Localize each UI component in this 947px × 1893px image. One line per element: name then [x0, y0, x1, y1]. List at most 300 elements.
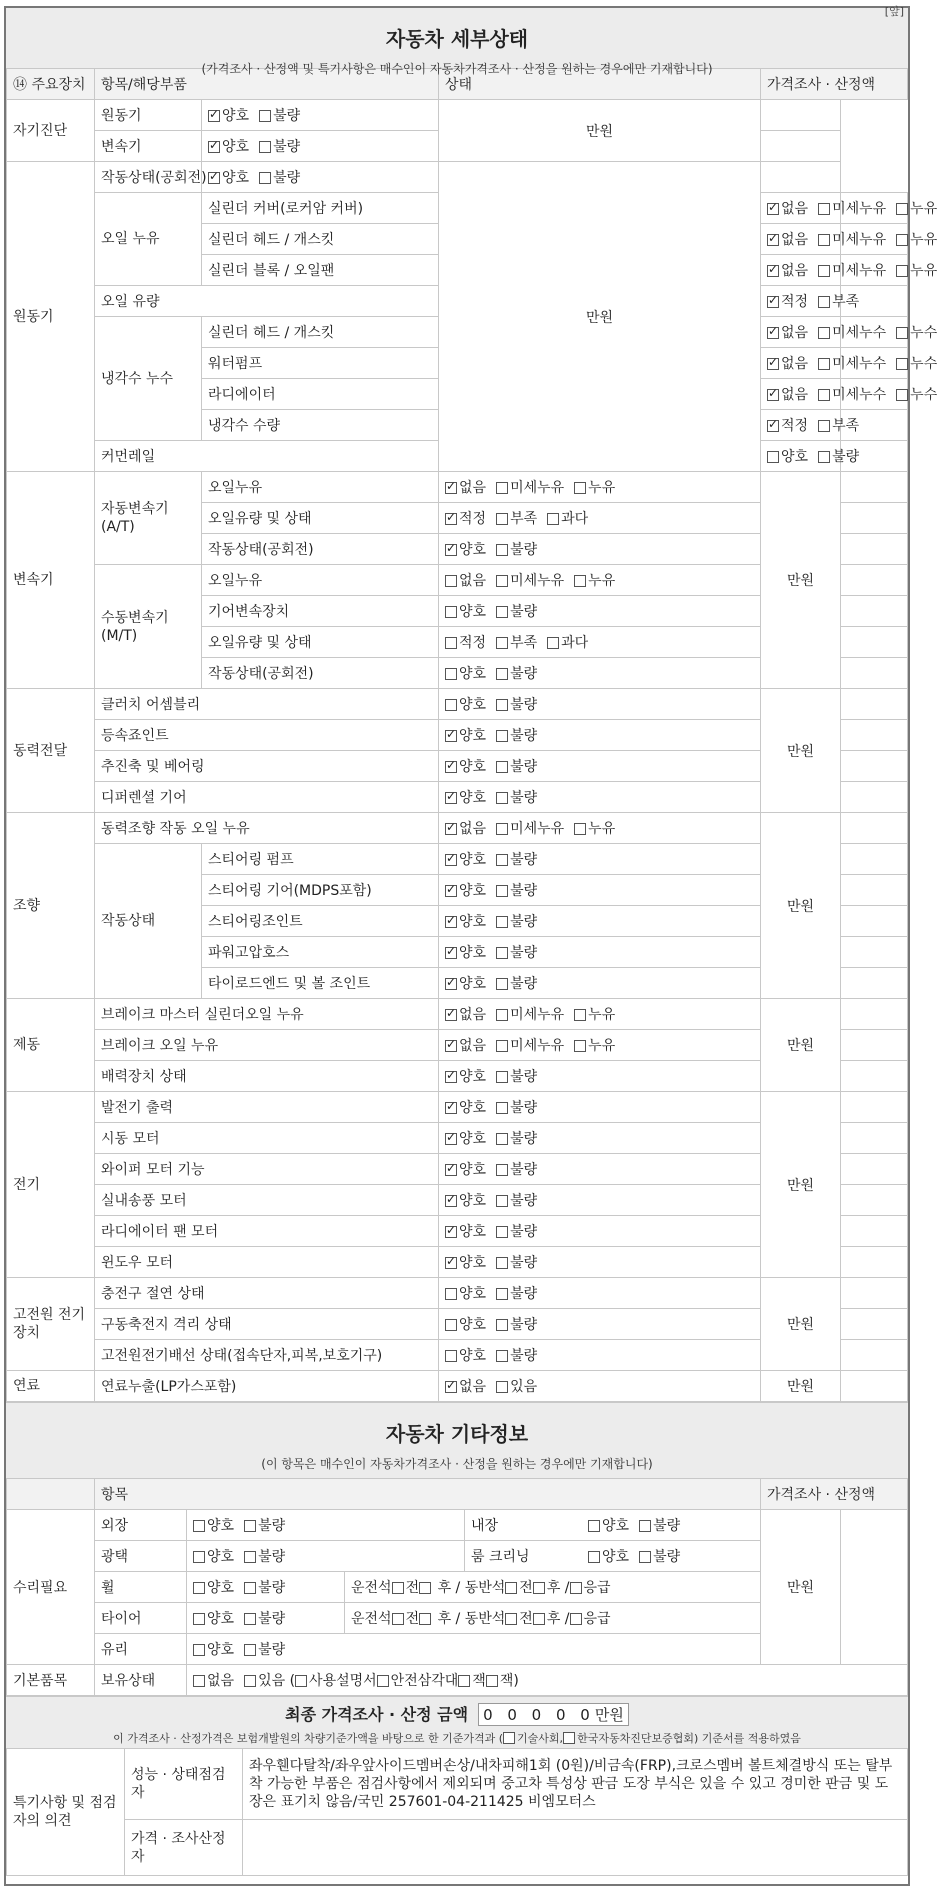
item-label: 파워고압호스 — [202, 937, 439, 968]
status-checkbox[interactable] — [818, 296, 830, 308]
item-label: 브레이크 오일 누유 — [95, 1030, 439, 1061]
tire-pass-rear-checkbox[interactable] — [533, 1613, 545, 1625]
room-good-checkbox[interactable] — [588, 1551, 600, 1563]
price-input-cell[interactable] — [841, 1030, 908, 1061]
status-options — [439, 1154, 761, 1185]
status-checkbox[interactable] — [445, 978, 457, 990]
status-checkbox[interactable] — [208, 110, 220, 122]
status-options — [439, 844, 761, 875]
interior-label: 내장 — [471, 1518, 499, 1534]
status-checkbox[interactable] — [445, 792, 457, 804]
status-checkbox[interactable] — [445, 1319, 457, 1331]
status-checkbox[interactable] — [496, 1319, 508, 1331]
status-options — [439, 1123, 761, 1154]
wheel-bad-checkbox[interactable] — [244, 1582, 256, 1594]
wheel-driver-front-checkbox[interactable] — [392, 1582, 404, 1594]
status-checkbox[interactable] — [496, 885, 508, 897]
status-checkbox[interactable] — [496, 668, 508, 680]
status-options — [439, 1247, 761, 1278]
status-checkbox[interactable] — [496, 1009, 508, 1021]
manual-checkbox[interactable] — [295, 1675, 307, 1687]
status-checkbox[interactable] — [445, 699, 457, 711]
status-option-label: 불량 — [510, 666, 538, 682]
detail-subtitle: (가격조사 · 산정액 및 특기사항은 매수인이 자동차가격조사 · 산정을 원하는 경우에만 기재합니다) — [201, 62, 713, 76]
status-options — [761, 441, 860, 472]
status-option-label: 없음 — [459, 1379, 487, 1395]
detail-row — [7, 100, 908, 131]
status-option-label: 없음 — [781, 356, 809, 372]
status-checkbox[interactable] — [496, 947, 508, 959]
status-checkbox[interactable] — [445, 1226, 457, 1238]
device-section-label: 제동 — [7, 999, 95, 1092]
status-options — [439, 906, 761, 937]
status-checkbox[interactable] — [496, 1040, 508, 1052]
status-options — [439, 627, 761, 658]
status-option-label: 누유 — [588, 1038, 616, 1054]
exterior-bad-checkbox[interactable] — [244, 1520, 256, 1532]
price-unit: 만원 — [761, 1278, 841, 1371]
status-option-label: 있음 — [510, 1379, 538, 1395]
price-input-cell[interactable] — [841, 658, 908, 689]
status-option-label: 양호 — [459, 728, 487, 744]
status-checkbox[interactable] — [896, 265, 908, 277]
price-input-cell[interactable] — [841, 1278, 908, 1309]
status-checkbox[interactable] — [767, 451, 779, 463]
status-checkbox[interactable] — [445, 854, 457, 866]
status-checkbox[interactable] — [445, 730, 457, 742]
tire-bad-checkbox[interactable] — [244, 1613, 256, 1625]
price-input-cell[interactable] — [841, 1216, 908, 1247]
status-option-label: 누유 — [910, 263, 938, 279]
status-checkbox[interactable] — [767, 296, 779, 308]
status-checkbox[interactable] — [496, 575, 508, 587]
status-checkbox[interactable] — [496, 1288, 508, 1300]
status-option-label: 부족 — [832, 294, 860, 310]
status-option-label: 없음 — [459, 821, 487, 837]
status-option-label: 불량 — [510, 1131, 538, 1147]
header-status: 상태 — [439, 69, 761, 100]
device-section-label: 전기 — [7, 1092, 95, 1278]
status-checkbox[interactable] — [496, 699, 508, 711]
status-checkbox[interactable] — [896, 389, 908, 401]
device-section-label: 연료 — [7, 1371, 95, 1402]
status-checkbox[interactable] — [445, 947, 457, 959]
status-options — [439, 813, 761, 844]
status-checkbox[interactable] — [445, 606, 457, 618]
status-option-label: 양호 — [222, 170, 250, 186]
polish-good-checkbox[interactable] — [193, 1551, 205, 1563]
status-checkbox[interactable] — [496, 544, 508, 556]
status-checkbox[interactable] — [445, 637, 457, 649]
wheel-pass-rear-checkbox[interactable] — [533, 1582, 545, 1594]
status-checkbox[interactable] — [496, 513, 508, 525]
detail-row — [7, 1278, 908, 1309]
status-checkbox[interactable] — [208, 141, 220, 153]
perf-inspector-label: 성능 · 상태점검자 — [125, 1749, 243, 1820]
item-label: 배력장치 상태 — [95, 1061, 439, 1092]
status-checkbox[interactable] — [496, 1133, 508, 1145]
status-options — [761, 255, 938, 286]
possession-have-checkbox[interactable] — [244, 1675, 256, 1687]
status-checkbox[interactable] — [208, 172, 220, 184]
status-option-label: 미세누수 — [832, 325, 887, 341]
item-label: 작동상태(공회전) — [202, 658, 439, 689]
possession-options: 없음 있음 ( 사용설명서 안전삼각대 잭 잭) — [187, 1665, 908, 1696]
device-section-label: 고전원 전기장치 — [7, 1278, 95, 1371]
status-option-label: 불량 — [510, 728, 538, 744]
price-input-cell[interactable] — [841, 1185, 908, 1216]
status-checkbox[interactable] — [496, 854, 508, 866]
price-input-cell[interactable] — [841, 1123, 908, 1154]
repair-price-input[interactable] — [841, 1510, 908, 1665]
price-input-cell[interactable] — [841, 1371, 908, 1402]
repair-label: 수리필요 — [7, 1510, 95, 1665]
status-checkbox[interactable] — [445, 1350, 457, 1362]
item-label: 디퍼렌셜 기어 — [95, 782, 439, 813]
status-checkbox[interactable] — [445, 1195, 457, 1207]
status-option-label: 불량 — [510, 976, 538, 992]
status-checkbox[interactable] — [445, 575, 457, 587]
status-checkbox[interactable] — [496, 1226, 508, 1238]
status-checkbox[interactable] — [496, 792, 508, 804]
price-unit: 만원 — [761, 1092, 841, 1278]
status-checkbox[interactable] — [496, 916, 508, 928]
status-checkbox[interactable] — [818, 358, 830, 370]
price-input-cell[interactable] — [841, 999, 908, 1030]
jack-checkbox-b[interactable] — [486, 1675, 498, 1687]
room-cleaning-label: 룸 크리닝 — [471, 1549, 530, 1565]
item-label: 커먼레일 — [95, 441, 439, 472]
status-option-label: 불량 — [510, 852, 538, 868]
remarks-table — [6, 1748, 908, 1876]
status-options — [439, 1030, 761, 1061]
glass-bad-checkbox[interactable] — [244, 1644, 256, 1656]
status-options — [439, 689, 761, 720]
row-basic — [7, 1665, 908, 1696]
status-checkbox[interactable] — [445, 513, 457, 525]
item-label: 스티어링 기어(MDPS포함) — [202, 875, 439, 906]
status-checkbox[interactable] — [547, 637, 559, 649]
item-label: 타이로드엔드 및 볼 조인트 — [202, 968, 439, 999]
tire-good-checkbox[interactable] — [193, 1613, 205, 1625]
status-checkbox[interactable] — [259, 172, 271, 184]
other-table — [6, 1478, 908, 1696]
other-title: 자동차 기타정보 — [385, 1422, 529, 1446]
price-unit: 만원 — [761, 813, 841, 999]
item-label: 변속기 — [95, 131, 202, 162]
tech-assoc-checkbox[interactable] — [503, 1732, 515, 1744]
status-checkbox[interactable] — [896, 203, 908, 215]
price-inspector-label: 가격 · 조사산정자 — [125, 1820, 243, 1876]
status-checkbox[interactable] — [445, 823, 457, 835]
status-option-label: 미세누유 — [510, 480, 565, 496]
item-label: 작동상태(공회전) — [95, 162, 202, 193]
status-option-label: 과다 — [561, 511, 589, 527]
price-input-cell[interactable] — [841, 875, 908, 906]
item-label: 오일 유량 — [95, 286, 439, 317]
price-input-cell[interactable] — [761, 162, 841, 193]
status-checkbox[interactable] — [496, 482, 508, 494]
price-input-cell[interactable] — [841, 565, 908, 596]
status-checkbox[interactable] — [496, 1164, 508, 1176]
wheel-pass-front-checkbox[interactable] — [505, 1582, 517, 1594]
status-option-label: 양호 — [459, 1069, 487, 1085]
status-option-label: 적정 — [459, 635, 487, 651]
status-option-label: 불량 — [510, 1286, 538, 1302]
status-checkbox[interactable] — [445, 482, 457, 494]
item-label: 브레이크 마스터 실린더오일 누유 — [95, 999, 439, 1030]
status-options — [761, 317, 938, 348]
status-checkbox[interactable] — [574, 1040, 586, 1052]
status-options — [439, 1216, 761, 1247]
status-options — [439, 1340, 761, 1371]
status-checkbox[interactable] — [496, 1381, 508, 1393]
possession-label: 보유상태 — [95, 1665, 187, 1696]
status-checkbox[interactable] — [496, 1350, 508, 1362]
price-input-cell[interactable] — [841, 782, 908, 813]
status-checkbox[interactable] — [818, 420, 830, 432]
price-input-cell[interactable] — [841, 1154, 908, 1185]
status-option-label: 불량 — [273, 139, 301, 155]
price-input-cell[interactable] — [841, 813, 908, 844]
status-checkbox[interactable] — [496, 637, 508, 649]
status-checkbox[interactable] — [767, 358, 779, 370]
price-input-cell[interactable] — [761, 100, 841, 131]
status-checkbox[interactable] — [496, 823, 508, 835]
price-input-cell[interactable] — [841, 844, 908, 875]
status-checkbox[interactable] — [896, 327, 908, 339]
interior-bad-checkbox[interactable] — [639, 1520, 651, 1532]
item-label: 와이퍼 모터 기능 — [95, 1154, 439, 1185]
price-input-cell[interactable] — [841, 1309, 908, 1340]
status-option-label: 불량 — [510, 1348, 538, 1364]
status-options — [439, 1278, 761, 1309]
status-options — [761, 379, 938, 410]
status-options — [439, 782, 761, 813]
item-label: 클러치 어셈블리 — [95, 689, 439, 720]
status-option-label: 양호 — [459, 976, 487, 992]
status-checkbox[interactable] — [767, 203, 779, 215]
price-input-cell[interactable] — [841, 720, 908, 751]
tire-driver-rear-checkbox[interactable] — [419, 1613, 431, 1625]
status-checkbox[interactable] — [445, 1040, 457, 1052]
status-checkbox[interactable] — [496, 1102, 508, 1114]
price-unit: 만원 — [761, 999, 841, 1092]
price-input-cell[interactable] — [841, 1247, 908, 1278]
status-checkbox[interactable] — [767, 420, 779, 432]
status-options — [761, 286, 860, 317]
status-checkbox[interactable] — [445, 1009, 457, 1021]
price-input-cell[interactable] — [841, 751, 908, 782]
status-checkbox[interactable] — [445, 761, 457, 773]
status-option-label: 미세누유 — [832, 232, 887, 248]
exterior-good-checkbox[interactable] — [193, 1520, 205, 1532]
price-input-cell[interactable] — [841, 472, 908, 503]
status-option-label: 없음 — [781, 263, 809, 279]
status-options — [439, 720, 761, 751]
status-option-label: 불량 — [510, 604, 538, 620]
tire-label: 타이어 — [95, 1603, 187, 1634]
room-bad-checkbox[interactable] — [639, 1551, 651, 1563]
final-amount-input[interactable]: 0 0 0 0 0만원 — [478, 1703, 629, 1726]
price-input-cell[interactable] — [841, 1340, 908, 1371]
status-option-label: 양호 — [459, 1224, 487, 1240]
status-checkbox[interactable] — [445, 1257, 457, 1269]
status-checkbox[interactable] — [445, 668, 457, 680]
status-checkbox[interactable] — [445, 1071, 457, 1083]
price-input-cell[interactable] — [841, 906, 908, 937]
status-option-label: 미세누수 — [832, 356, 887, 372]
possession-none-checkbox[interactable] — [193, 1675, 205, 1687]
status-option-label: 미세누유 — [832, 263, 887, 279]
status-checkbox[interactable] — [574, 482, 586, 494]
status-checkbox[interactable] — [896, 234, 908, 246]
status-option-label: 적정 — [781, 418, 809, 434]
price-input-cell[interactable] — [841, 534, 908, 565]
status-option-label: 불량 — [510, 1100, 538, 1116]
status-checkbox[interactable] — [767, 234, 779, 246]
other-section-header — [6, 1402, 908, 1478]
jack-checkbox-a[interactable] — [458, 1675, 470, 1687]
status-checkbox[interactable] — [445, 885, 457, 897]
item-label: 워터펌프 — [202, 348, 439, 379]
status-option-label: 양호 — [459, 1286, 487, 1302]
price-input-cell[interactable] — [841, 596, 908, 627]
status-checkbox[interactable] — [818, 265, 830, 277]
status-checkbox[interactable] — [445, 1288, 457, 1300]
item-label: 실린더 블록 / 오일팬 — [202, 255, 439, 286]
status-checkbox[interactable] — [818, 234, 830, 246]
item-label: 라디에이터 — [202, 379, 439, 410]
status-option-label: 없음 — [781, 325, 809, 341]
status-checkbox[interactable] — [767, 327, 779, 339]
price-input-cell[interactable] — [761, 131, 841, 162]
status-option-label: 누수 — [910, 325, 938, 341]
tire-emergency-checkbox[interactable] — [570, 1613, 582, 1625]
price-input-cell[interactable] — [841, 937, 908, 968]
status-options — [202, 162, 439, 193]
status-option-label: 불량 — [510, 697, 538, 713]
price-unit: 만원 — [439, 162, 761, 472]
status-checkbox[interactable] — [767, 265, 779, 277]
status-option-label: 불량 — [510, 914, 538, 930]
price-input-cell[interactable] — [841, 968, 908, 999]
status-checkbox[interactable] — [496, 606, 508, 618]
status-option-label: 적정 — [781, 294, 809, 310]
wheel-good-checkbox[interactable] — [193, 1582, 205, 1594]
status-options — [439, 1185, 761, 1216]
item-label: 윈도우 모터 — [95, 1247, 439, 1278]
price-input-cell[interactable] — [841, 1061, 908, 1092]
status-checkbox[interactable] — [496, 1071, 508, 1083]
status-options — [439, 1092, 761, 1123]
wheel-positions: 운전석 전 후 / 동반석 전 후 / 응급 — [345, 1572, 761, 1603]
status-options — [761, 193, 938, 224]
status-checkbox[interactable] — [496, 761, 508, 773]
status-option-label: 양호 — [459, 542, 487, 558]
device-section-label: 동력전달 — [7, 689, 95, 813]
other-header-blank — [7, 1479, 95, 1510]
item-label: 시동 모터 — [95, 1123, 439, 1154]
status-option-label: 불량 — [273, 108, 301, 124]
status-checkbox[interactable] — [496, 1195, 508, 1207]
wheel-emergency-checkbox[interactable] — [570, 1582, 582, 1594]
status-checkbox[interactable] — [259, 141, 271, 153]
status-checkbox[interactable] — [818, 389, 830, 401]
status-checkbox[interactable] — [818, 203, 830, 215]
price-input-cell[interactable] — [841, 503, 908, 534]
exterior-options: 양호 불량 — [187, 1510, 465, 1541]
header-price: 가격조사 · 산정액 — [761, 69, 908, 100]
status-option-label: 불량 — [510, 883, 538, 899]
detail-header-row — [7, 69, 908, 100]
status-option-label: 미세누수 — [832, 387, 887, 403]
interior-good-checkbox[interactable] — [588, 1520, 600, 1532]
price-input-cell[interactable] — [841, 689, 908, 720]
status-checkbox[interactable] — [259, 110, 271, 122]
status-option-label: 없음 — [459, 480, 487, 496]
detail-row — [7, 689, 908, 720]
status-checkbox[interactable] — [496, 978, 508, 990]
status-checkbox[interactable] — [574, 823, 586, 835]
status-options — [761, 410, 860, 441]
kada-checkbox[interactable] — [563, 1732, 575, 1744]
status-option-label: 누유 — [588, 480, 616, 496]
tire-driver-front-checkbox[interactable] — [392, 1613, 404, 1625]
status-checkbox[interactable] — [445, 1164, 457, 1176]
status-options — [439, 1371, 761, 1402]
status-checkbox[interactable] — [496, 730, 508, 742]
status-option-label: 없음 — [781, 232, 809, 248]
status-checkbox[interactable] — [445, 1133, 457, 1145]
status-checkbox[interactable] — [767, 389, 779, 401]
status-checkbox[interactable] — [547, 513, 559, 525]
status-checkbox[interactable] — [445, 916, 457, 928]
status-checkbox[interactable] — [818, 451, 830, 463]
price-inspector-text[interactable] — [243, 1820, 908, 1876]
page-corner-mark: [앞] — [884, 5, 904, 18]
status-checkbox[interactable] — [574, 575, 586, 587]
status-checkbox[interactable] — [818, 327, 830, 339]
status-option-label: 양호 — [781, 449, 809, 465]
device-section-label: 조향 — [7, 813, 95, 999]
triangle-checkbox[interactable] — [377, 1675, 389, 1687]
price-input-cell[interactable] — [841, 1092, 908, 1123]
wheel-driver-rear-checkbox[interactable] — [419, 1582, 431, 1594]
price-unit: 만원 — [761, 472, 841, 689]
status-options — [439, 503, 761, 534]
polish-bad-checkbox[interactable] — [244, 1551, 256, 1563]
glass-good-checkbox[interactable] — [193, 1644, 205, 1656]
item-label: 충전구 절연 상태 — [95, 1278, 439, 1309]
other-header-item: 항목 — [95, 1479, 761, 1510]
status-option-label: 불량 — [510, 945, 538, 961]
status-checkbox[interactable] — [896, 358, 908, 370]
detail-row — [7, 999, 908, 1030]
status-option-label: 양호 — [459, 852, 487, 868]
status-option-label: 불량 — [510, 1224, 538, 1240]
price-input-cell[interactable] — [841, 627, 908, 658]
status-checkbox[interactable] — [445, 1102, 457, 1114]
status-checkbox[interactable] — [496, 1257, 508, 1269]
status-checkbox[interactable] — [445, 1381, 457, 1393]
status-checkbox[interactable] — [445, 544, 457, 556]
status-checkbox[interactable] — [574, 1009, 586, 1021]
tire-pass-front-checkbox[interactable] — [505, 1613, 517, 1625]
price-unit: 만원 — [761, 1371, 841, 1402]
item-label: 실린더 헤드 / 개스킷 — [202, 317, 439, 348]
status-options — [439, 596, 761, 627]
